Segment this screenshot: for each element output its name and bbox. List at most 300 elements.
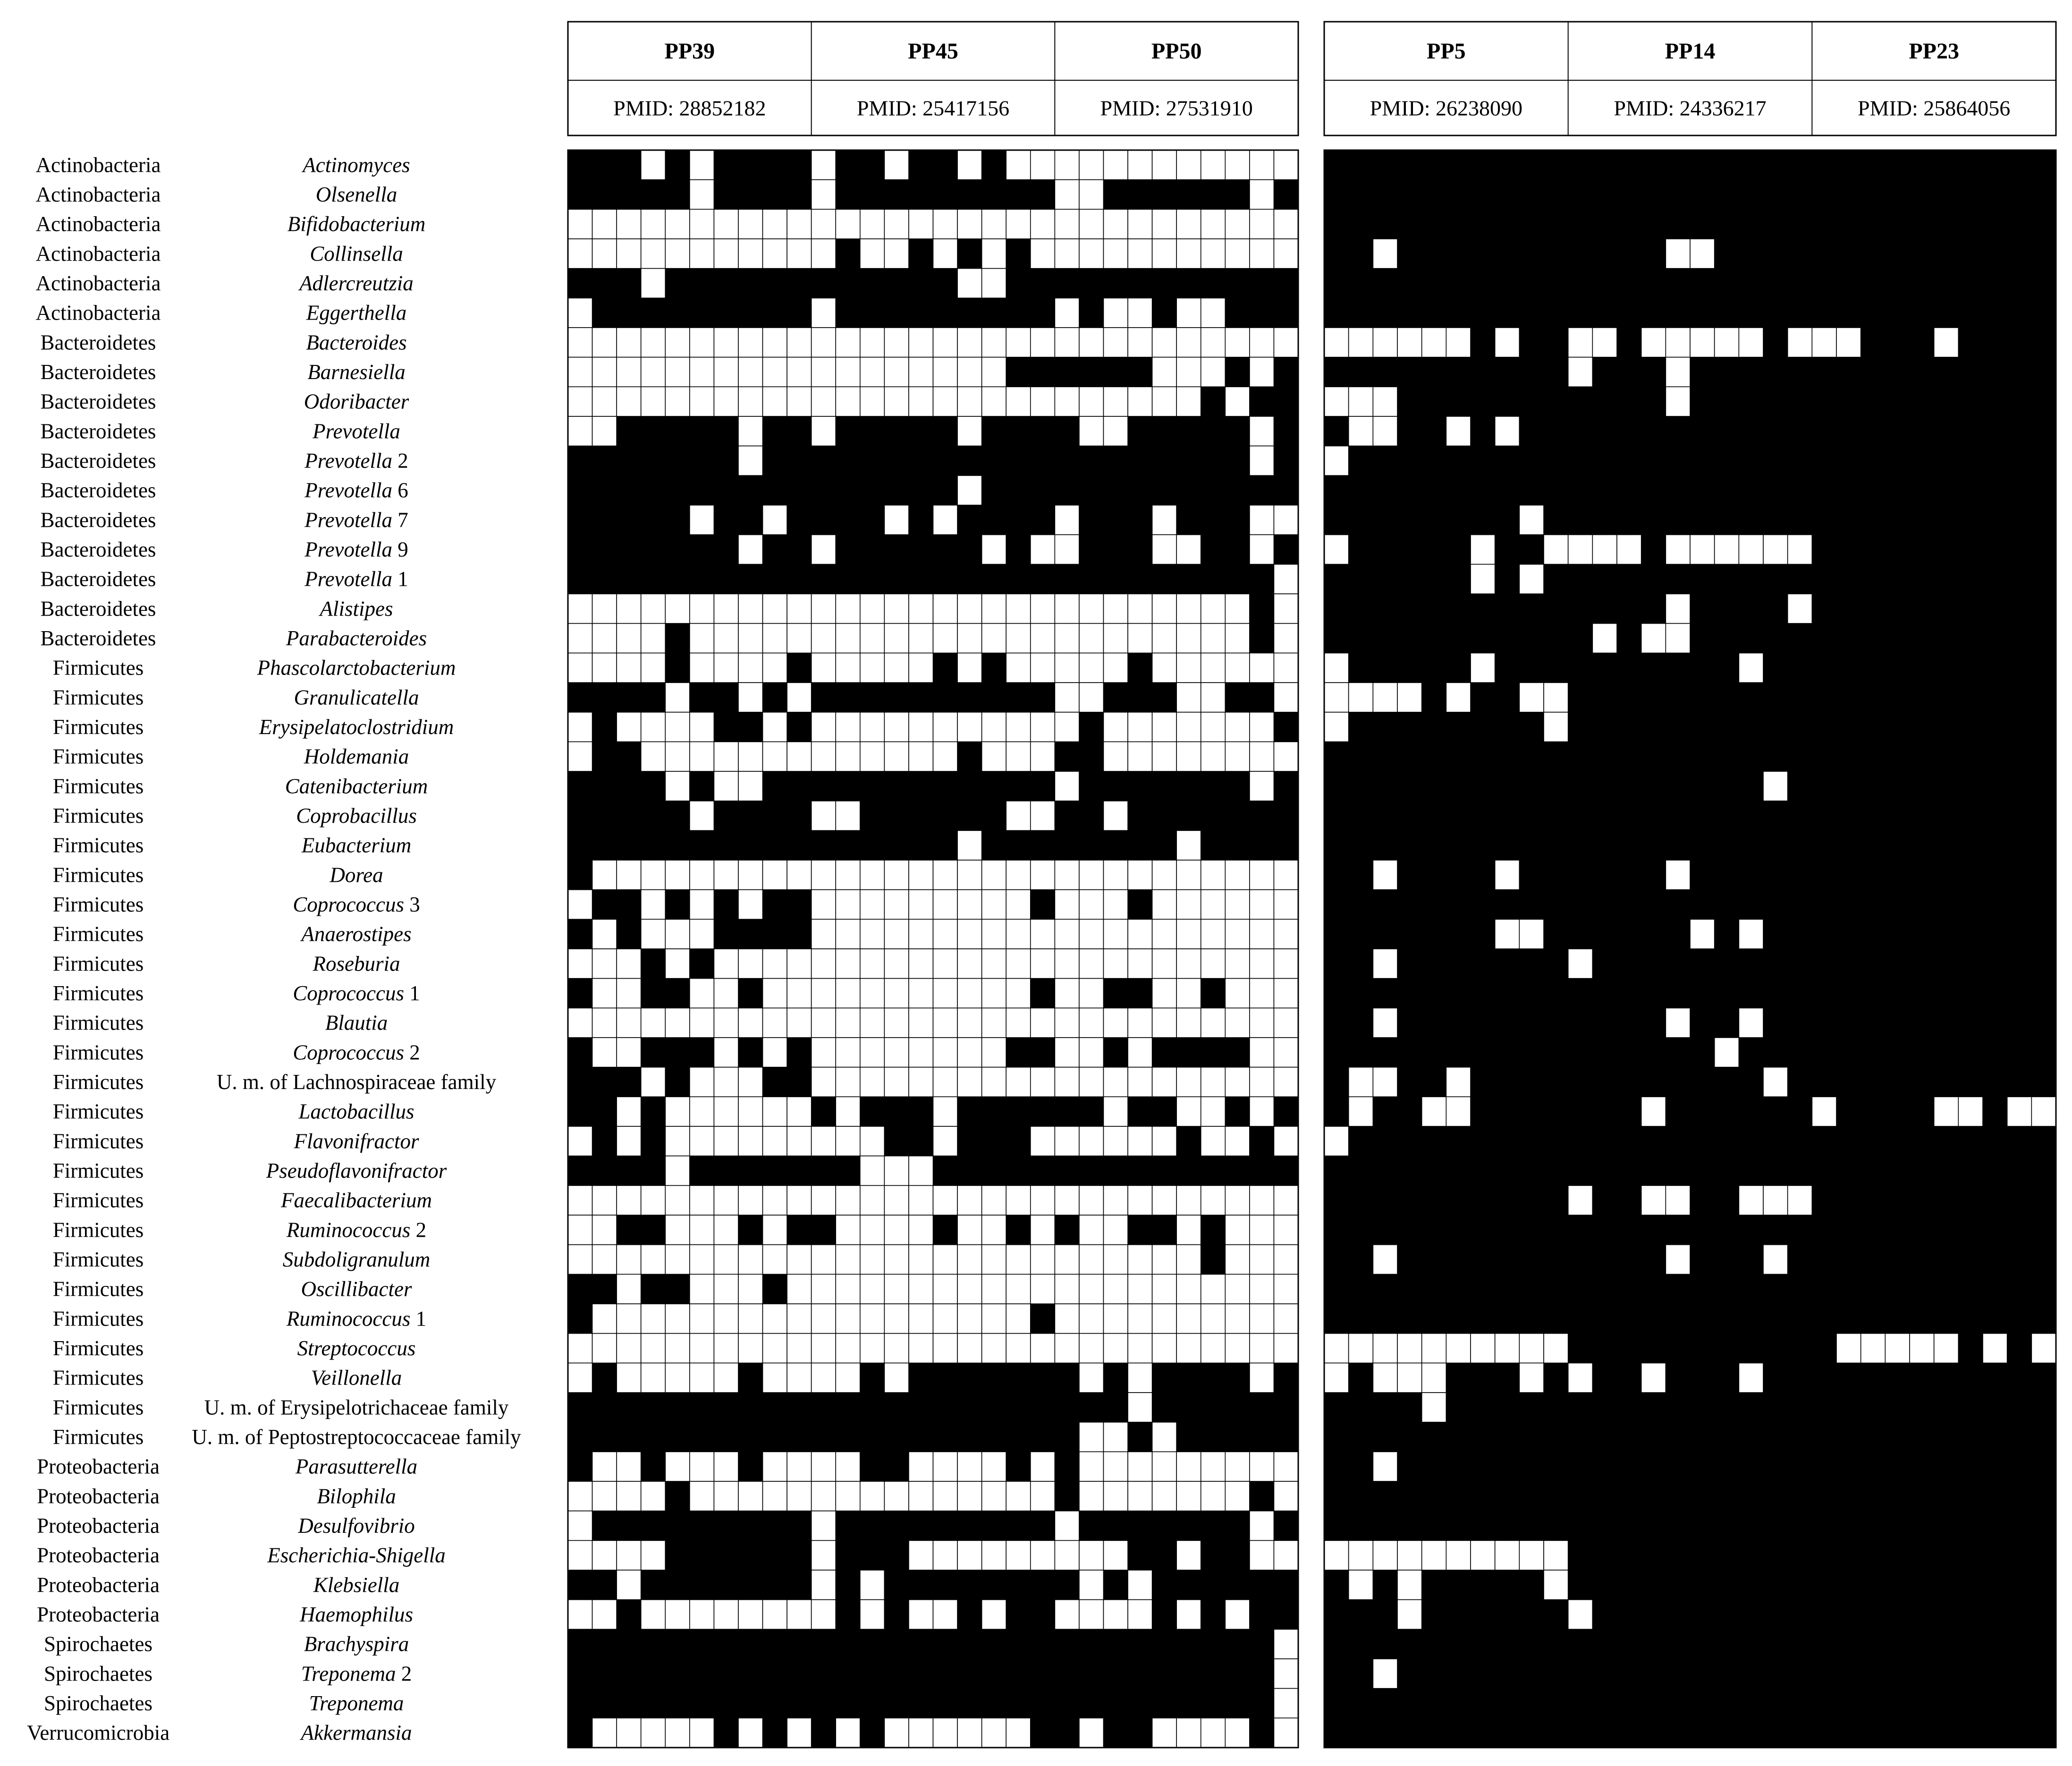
heatmap-cell-absent [1103, 1245, 1128, 1275]
heatmap-cell-absent [1201, 1452, 1226, 1481]
heatmap-cell-absent [592, 653, 617, 683]
heatmap-cell-absent [1031, 712, 1055, 742]
heatmap-cell-absent [1324, 683, 1349, 712]
heatmap-cell-absent [617, 209, 641, 239]
genus-name: Ruminococcus [286, 1218, 411, 1242]
heatmap-cell-absent [1055, 712, 1079, 742]
heatmap-cell-absent [1568, 328, 1593, 357]
heatmap-cell-absent [714, 1452, 738, 1481]
heatmap-cell-absent [1666, 535, 1690, 565]
phylum-label: Actinobacteria [35, 212, 161, 236]
genus-label [192, 1425, 521, 1449]
heatmap-cell-absent [1103, 712, 1128, 742]
heatmap-cell-absent [665, 1304, 690, 1334]
heatmap-cell-absent [665, 683, 690, 712]
heatmap-cell-absent [641, 1481, 666, 1511]
heatmap-cell-absent [738, 239, 763, 269]
heatmap-cell-absent [1079, 1008, 1104, 1038]
heatmap-cell-absent [1641, 1363, 1666, 1393]
heatmap-cell-absent [1201, 1097, 1226, 1126]
heatmap-cell-absent [909, 1600, 933, 1630]
heatmap-cell-absent [1666, 1245, 1690, 1275]
phylum-label: Bacteroidetes [40, 360, 156, 384]
heatmap-cell-absent [884, 949, 909, 979]
heatmap-cell-absent [909, 742, 933, 771]
heatmap-cell-absent [957, 1008, 982, 1038]
heatmap-cell-absent [1103, 742, 1128, 771]
genus-suffix: 9 [392, 538, 408, 561]
genus-label [312, 419, 400, 443]
heatmap-cell-absent [812, 150, 836, 180]
heatmap-cell-absent [1128, 1008, 1152, 1038]
heatmap-cell-absent [1373, 1334, 1397, 1363]
heatmap-cell-absent [1666, 1185, 1690, 1215]
heatmap-cell-absent [982, 1274, 1006, 1304]
heatmap-cell-absent [568, 1245, 592, 1275]
heatmap-cell-absent [1103, 1097, 1128, 1126]
heatmap-cell-absent [787, 1245, 812, 1275]
heatmap-cell-absent [1397, 328, 1422, 357]
heatmap-cell-absent [933, 712, 958, 742]
heatmap-cell-absent [714, 653, 738, 683]
heatmap-cell-absent [982, 949, 1006, 979]
heatmap-cell-absent [690, 979, 714, 1008]
heatmap-cell-absent [1250, 1274, 1274, 1304]
genus-name: Veillonella [311, 1366, 402, 1390]
heatmap-cell-absent [665, 1126, 690, 1156]
study-pmid-label: PMID: 26238090 [1370, 96, 1522, 120]
heatmap-cell-absent [1176, 1274, 1201, 1304]
heatmap-cell-absent [714, 624, 738, 653]
heatmap-cell-absent [1103, 298, 1128, 328]
heatmap-cell-absent [1055, 949, 1079, 979]
heatmap-cell-absent [738, 535, 763, 565]
genus-suffix: 1 [404, 981, 420, 1005]
heatmap-cell-absent [1031, 653, 1055, 683]
heatmap-cell-absent [1274, 1038, 1298, 1067]
heatmap-cell-absent [1201, 357, 1226, 387]
heatmap-cell-absent [568, 328, 592, 357]
heatmap-cell-absent [982, 919, 1006, 949]
heatmap-cell-absent [592, 357, 617, 387]
heatmap-cell-absent [1006, 1481, 1031, 1511]
heatmap-cell-absent [1152, 979, 1177, 1008]
heatmap-cell-absent [1079, 416, 1104, 446]
heatmap-cell-absent [1519, 1540, 1544, 1570]
heatmap-cell-absent [1103, 1600, 1128, 1630]
heatmap-cell-absent [1274, 564, 1298, 594]
heatmap-cell-absent [1519, 919, 1544, 949]
heatmap-cell-absent [884, 712, 909, 742]
heatmap-cell-absent [1201, 1185, 1226, 1215]
heatmap-cell-absent [1690, 328, 1715, 357]
heatmap-cell-absent [1006, 890, 1031, 920]
heatmap-cell-absent [1128, 1304, 1152, 1334]
heatmap-cell-absent [812, 357, 836, 387]
heatmap-cell-absent [641, 890, 666, 920]
heatmap-cell-absent [933, 594, 958, 624]
study-pmid-label: PMID: 28852182 [613, 96, 766, 120]
heatmap-cell-absent [1152, 653, 1177, 683]
heatmap-cell-absent [1103, 653, 1128, 683]
heatmap-cell-absent [1079, 1481, 1104, 1511]
heatmap-cell-absent [714, 1215, 738, 1245]
heatmap-cell-absent [1250, 1097, 1274, 1126]
heatmap-cell-absent [1910, 1334, 1934, 1363]
heatmap-cell-absent [1349, 1540, 1373, 1570]
heatmap-cell-absent [1176, 1452, 1201, 1481]
heatmap-cell-absent [957, 416, 982, 446]
heatmap-cell-absent [787, 357, 812, 387]
heatmap-cell-absent [1666, 860, 1690, 890]
heatmap-cell-absent [568, 298, 592, 328]
heatmap-cell-absent [1152, 890, 1177, 920]
heatmap-cell-absent [690, 387, 714, 416]
heatmap-cell-absent [1006, 860, 1031, 890]
heatmap-cell-absent [690, 712, 714, 742]
heatmap-cell-absent [1495, 919, 1520, 949]
genus-label [298, 271, 414, 295]
heatmap-cell-absent [568, 949, 592, 979]
heatmap-cell-absent [1471, 653, 1495, 683]
heatmap-cell-absent [860, 1481, 885, 1511]
heatmap-cell-absent [714, 1245, 738, 1275]
heatmap-cell-absent [1103, 1274, 1128, 1304]
heatmap-cell-absent [957, 860, 982, 890]
heatmap-cell-absent [933, 1008, 958, 1038]
heatmap-cell-absent [812, 890, 836, 920]
heatmap-cell-absent [787, 1600, 812, 1630]
genus-label [299, 1603, 413, 1626]
heatmap-cell-absent [665, 1156, 690, 1186]
heatmap-cell-absent [617, 624, 641, 653]
heatmap-cell-absent [763, 712, 787, 742]
heatmap-cell-absent [690, 624, 714, 653]
genus-label [304, 479, 408, 502]
heatmap-cell-absent [665, 1245, 690, 1275]
heatmap-cell-absent [1225, 1334, 1250, 1363]
heatmap-cell-absent [982, 712, 1006, 742]
heatmap-cell-absent [763, 1304, 787, 1334]
heatmap-cell-absent [1422, 1334, 1446, 1363]
heatmap-cell-absent [836, 357, 860, 387]
heatmap-cell-absent [1201, 1481, 1226, 1511]
study-pmid-label: PMID: 24336217 [1614, 96, 1767, 120]
heatmap-cell-absent [1690, 919, 1715, 949]
phylum-label: Firmicutes [52, 863, 144, 887]
heatmap-cell-absent [1788, 594, 1812, 624]
heatmap-cell-absent [933, 1274, 958, 1304]
heatmap-cell-absent [1373, 1540, 1397, 1570]
heatmap-cell-absent [690, 328, 714, 357]
heatmap-cell-absent [1349, 1097, 1373, 1126]
heatmap-cell-absent [1641, 624, 1666, 653]
heatmap-cell-absent [1079, 890, 1104, 920]
heatmap-cell-absent [1446, 1067, 1471, 1097]
heatmap-cell-absent [738, 594, 763, 624]
genus-name: Bilophila [317, 1484, 396, 1508]
heatmap-cell-absent [884, 1185, 909, 1215]
heatmap-cell-absent [787, 594, 812, 624]
heatmap-cell-absent [1128, 1570, 1152, 1600]
heatmap-cell-absent [1079, 1245, 1104, 1275]
heatmap-cell-absent [665, 1097, 690, 1126]
heatmap-cell-absent [1079, 1304, 1104, 1334]
heatmap-cell-absent [787, 1452, 812, 1481]
heatmap-cell-absent [1079, 239, 1104, 269]
heatmap-cell-absent [641, 1363, 666, 1393]
heatmap-cell-absent [763, 1038, 787, 1067]
heatmap-cell-absent [812, 180, 836, 210]
heatmap-cell-absent [1006, 1245, 1031, 1275]
genus-label [267, 1544, 445, 1567]
heatmap-cell-absent [1666, 239, 1690, 269]
heatmap-cell-absent [1274, 1245, 1298, 1275]
genus-label [297, 1514, 414, 1538]
heatmap-cell-absent [1274, 742, 1298, 771]
genus-label [257, 656, 456, 680]
phylum-label: Actinobacteria [35, 242, 161, 266]
genus-label [329, 863, 383, 887]
heatmap-cell-absent [1250, 446, 1274, 476]
heatmap-cell-absent [812, 1038, 836, 1067]
heatmap-cell-absent [1006, 209, 1031, 239]
heatmap-cell-absent [738, 624, 763, 653]
genus-name: Holdemania [304, 744, 409, 769]
heatmap-cell-absent [1031, 919, 1055, 949]
heatmap-cell-absent [568, 742, 592, 771]
genus-name: Phascolarctobacterium [257, 656, 456, 680]
heatmap-cell-absent [690, 653, 714, 683]
heatmap-cell-absent [1225, 387, 1250, 416]
heatmap-cell-absent [1055, 209, 1079, 239]
heatmap-cell-absent [714, 1363, 738, 1393]
heatmap-cell-absent [1495, 328, 1520, 357]
heatmap-cell-absent [714, 594, 738, 624]
heatmap-cell-absent [568, 1126, 592, 1156]
genus-label [288, 212, 425, 236]
heatmap-cell-absent [665, 239, 690, 269]
heatmap-cell-absent [1250, 919, 1274, 949]
heatmap-cell-absent [957, 209, 982, 239]
heatmap-cell-absent [909, 860, 933, 890]
heatmap-cell-absent [1152, 1185, 1177, 1215]
heatmap-cell-absent [836, 890, 860, 920]
genus-label [304, 745, 409, 769]
genus-suffix: 7 [392, 508, 408, 532]
phylum-label: Bacteroidetes [40, 419, 156, 443]
heatmap-cell-absent [860, 1245, 885, 1275]
heatmap-cell-absent [1715, 1038, 1739, 1067]
heatmap-cell-absent [1055, 1185, 1079, 1215]
heatmap-cell-absent [738, 416, 763, 446]
heatmap-cell-absent [933, 1334, 958, 1363]
heatmap-cell-absent [1176, 712, 1201, 742]
heatmap-cell-absent [1176, 1600, 1201, 1630]
study-pmid-label: PMID: 27531910 [1100, 96, 1253, 120]
heatmap-cell-absent [1225, 1481, 1250, 1511]
heatmap-cell-absent [982, 979, 1006, 1008]
heatmap-cell-absent [884, 1304, 909, 1334]
heatmap-cell-absent [763, 1008, 787, 1038]
heatmap-cell-absent [884, 357, 909, 387]
heatmap-cell-absent [1446, 1334, 1471, 1363]
phylum-label: Firmicutes [52, 1425, 144, 1449]
heatmap-cell-absent [641, 653, 666, 683]
heatmap-cell-absent [1763, 1245, 1788, 1275]
heatmap-cell-absent [714, 1481, 738, 1511]
heatmap-cell-absent [836, 1215, 860, 1245]
heatmap-cell-absent [1103, 209, 1128, 239]
heatmap-cell-absent [787, 949, 812, 979]
heatmap-cell-absent [617, 1718, 641, 1748]
genus-name: Prevotella [304, 567, 393, 591]
heatmap-cell-absent [738, 1008, 763, 1038]
heatmap-cell-absent [1250, 1038, 1274, 1067]
genus-label [325, 1011, 388, 1035]
heatmap-cell-absent [641, 209, 666, 239]
heatmap-cell-absent [1152, 328, 1177, 357]
heatmap-cell-absent [1446, 328, 1471, 357]
heatmap-cell-absent [884, 1215, 909, 1245]
phylum-label: Proteobacteria [37, 1514, 160, 1538]
heatmap-cell-absent [1201, 1334, 1226, 1363]
heatmap-cell-absent [738, 860, 763, 890]
heatmap-cell-absent [1079, 1600, 1104, 1630]
heatmap-cell-absent [1324, 712, 1349, 742]
heatmap-cell-absent [836, 1126, 860, 1156]
heatmap-cell-absent [1446, 416, 1471, 446]
heatmap-cell-absent [1176, 1097, 1201, 1126]
heatmap-cell-absent [1128, 387, 1152, 416]
heatmap-cell-absent [1103, 1185, 1128, 1215]
heatmap-cell-absent [1885, 1334, 1910, 1363]
phylum-label: Actinobacteria [35, 153, 161, 177]
heatmap-cell-absent [690, 1452, 714, 1481]
heatmap-cell-absent [1103, 416, 1128, 446]
heatmap-cell-absent [763, 1600, 787, 1630]
heatmap-cell-absent [1324, 653, 1349, 683]
phylum-label: Firmicutes [52, 656, 144, 680]
heatmap-cell-absent [1128, 1600, 1152, 1630]
phylum-label: Firmicutes [52, 1248, 144, 1271]
heatmap-cell-absent [957, 1334, 982, 1363]
heatmap-cell-absent [690, 1067, 714, 1097]
heatmap-cell-absent [957, 830, 982, 860]
heatmap-cell-absent [1422, 1097, 1446, 1126]
heatmap-cell-absent [860, 979, 885, 1008]
heatmap-cell-absent [665, 712, 690, 742]
heatmap-cell-absent [787, 860, 812, 890]
genus-label [310, 242, 403, 265]
heatmap-cell-absent [836, 1038, 860, 1067]
heatmap-cell-absent [714, 949, 738, 979]
heatmap-cell-absent [1055, 1245, 1079, 1275]
heatmap-cell-absent [568, 653, 592, 683]
heatmap-cell-absent [592, 1185, 617, 1215]
heatmap-cell-absent [860, 594, 885, 624]
genus-name: Barnesiella [307, 360, 406, 384]
phylum-label: Spirochaetes [44, 1662, 152, 1686]
heatmap-cell-absent [1274, 505, 1298, 535]
heatmap-cell-absent [1103, 594, 1128, 624]
heatmap-cell-absent [1006, 594, 1031, 624]
heatmap-cell-absent [1373, 1067, 1397, 1097]
heatmap-cell-absent [1788, 535, 1812, 565]
heatmap-cell-absent [592, 1452, 617, 1481]
heatmap-cell-absent [1225, 624, 1250, 653]
heatmap-cell-absent [933, 1067, 958, 1097]
heatmap-cell-absent [1176, 387, 1201, 416]
heatmap-cell-absent [1568, 357, 1593, 387]
heatmap-cell-absent [982, 357, 1006, 387]
heatmap-cell-absent [982, 1038, 1006, 1067]
heatmap-cell-absent [1055, 860, 1079, 890]
heatmap-cell-absent [1152, 505, 1177, 535]
heatmap-cell-absent [1446, 683, 1471, 712]
heatmap-cell-absent [592, 1008, 617, 1038]
heatmap-cell-absent [884, 328, 909, 357]
heatmap-cell-absent [812, 979, 836, 1008]
genus-name: Granulicatella [294, 685, 419, 710]
heatmap-cell-absent [1079, 1334, 1104, 1363]
heatmap-cell-absent [909, 1067, 933, 1097]
heatmap-cell-absent [1079, 150, 1104, 180]
phylum-label: Firmicutes [52, 1395, 144, 1420]
heatmap-cell-absent [836, 1008, 860, 1038]
genus-suffix: 2 [404, 1040, 420, 1065]
heatmap-cell-absent [665, 387, 690, 416]
heatmap-cell-absent [1103, 624, 1128, 653]
heatmap-cell-absent [1055, 180, 1079, 210]
heatmap-cell-absent [909, 357, 933, 387]
heatmap-cell-absent [617, 712, 641, 742]
heatmap-cell-absent [1225, 919, 1250, 949]
heatmap-cell-absent [617, 979, 641, 1008]
heatmap-cell-absent [1176, 535, 1201, 565]
heatmap-cell-absent [665, 1363, 690, 1393]
genus-label [306, 301, 406, 325]
heatmap-cell-absent [1128, 1038, 1152, 1067]
heatmap-cell-absent [1934, 1097, 1959, 1126]
heatmap-cell-absent [812, 653, 836, 683]
genus-label [311, 1366, 402, 1390]
genus-label [313, 1573, 399, 1597]
heatmap-cell-absent [836, 328, 860, 357]
heatmap-cell-absent [1373, 1008, 1397, 1038]
heatmap-cell-absent [1225, 712, 1250, 742]
heatmap-cell-absent [1031, 624, 1055, 653]
heatmap-cell-absent [568, 890, 592, 920]
heatmap-cell-absent [641, 239, 666, 269]
heatmap-cell-absent [1103, 1540, 1128, 1570]
genus-label [286, 1218, 426, 1242]
heatmap-cell-absent [641, 269, 666, 298]
heatmap-cell-absent [1225, 1126, 1250, 1156]
heatmap-cell-absent [1152, 150, 1177, 180]
heatmap-cell-absent [1592, 328, 1617, 357]
heatmap-cell-absent [592, 1600, 617, 1630]
heatmap-cell-absent [1641, 328, 1666, 357]
heatmap-cell-absent [690, 357, 714, 387]
heatmap-cell-absent [592, 1481, 617, 1511]
heatmap-cell-absent [1715, 328, 1739, 357]
heatmap-cell-absent [1176, 239, 1201, 269]
heatmap-cell-absent [1006, 742, 1031, 771]
phylum-label: Firmicutes [52, 893, 144, 916]
heatmap-cell-absent [738, 1600, 763, 1630]
heatmap-cell-absent [1152, 1008, 1177, 1038]
